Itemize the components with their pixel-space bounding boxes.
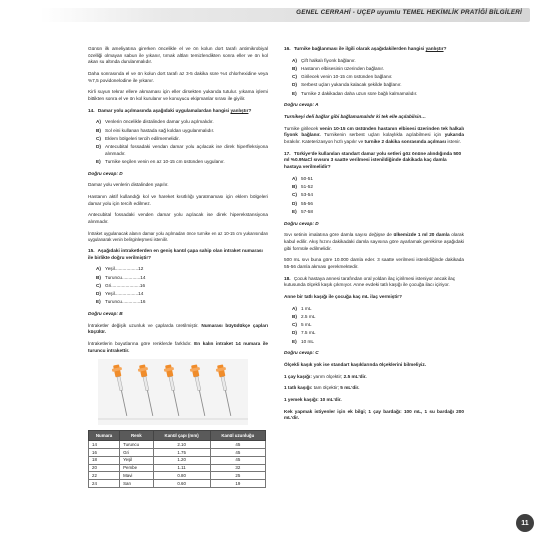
- spoon-value: 2.5 mL'dir.: [343, 373, 367, 379]
- table-cell: 16: [89, 448, 120, 456]
- intro-paragraph-3: Kirli suyun tekrar ellere akmaması için eller dirsekten yukarıda tutulur. yıkama işlemi bittikten sonra el ve ön kol kurulanır ve konuyucu ekipmanlar sırası ile giyilir.: [88, 89, 268, 102]
- table-header: Kanül uzunluğu: [210, 431, 265, 440]
- question-15-options: [96, 266, 268, 306]
- option-letter: B): [292, 184, 297, 190]
- explanation-paragraph: 500 mL sıvı buna göre 10.000 damla eder. 3 saatte verilmesi istenildiğinde dakikada 55-56 damla akması gerekmektedir.: [284, 257, 464, 269]
- intraket-table: [88, 430, 266, 488]
- table-row: [89, 448, 266, 456]
- question-14: [88, 108, 268, 115]
- table-cell: 24: [89, 480, 120, 488]
- question-15: [88, 248, 268, 261]
- question-text: Aşağıdaki intraketlerden en geniş kanül çapa sahip olan intraket numarası ile birlikte doğru verilmiştir?: [88, 248, 263, 260]
- option-text: Turnike seçilen venin en az 10-15 cm üstünden uygulanır.: [105, 159, 225, 165]
- explanation-text: Turnike girilecek: [284, 125, 320, 131]
- explanation-text: olarak kabul edilir. Akış hızını dakikadaki damla sayısına göre ayarlamak gerekirse aşağıdaki gibi formüle edilmelidir.: [284, 232, 464, 251]
- explanation-bold: En kalın intraket 14 numara ile turuncu intrakettir.: [88, 341, 268, 353]
- option-letter: A): [292, 175, 297, 181]
- option-text: 55-56: [301, 200, 313, 206]
- option-text: 57-58: [301, 208, 313, 214]
- spoon-text: yarım ölçektir;: [311, 373, 344, 379]
- option-letter: A): [292, 57, 297, 63]
- question-number: 18.: [284, 275, 291, 281]
- explanation-bold: Numarası büyüdükçe çapları küçülür.: [88, 322, 268, 335]
- table-cell: 18: [89, 456, 120, 464]
- option-item: [292, 74, 464, 81]
- table-header: Kanül çapı (mm): [153, 431, 210, 440]
- option-item: [292, 184, 464, 191]
- option-letter: B): [292, 313, 297, 319]
- table-cell: 14: [89, 440, 120, 448]
- option-text: Sol eini kullanan hastada sağ koldan uygulanmalıdır.: [105, 127, 215, 133]
- explanation-paragraph: [88, 341, 268, 354]
- option-item: [96, 136, 268, 143]
- option-text: 53-54: [301, 192, 313, 198]
- option-item: [292, 91, 464, 98]
- spoon-line-3: 1 yemek kaşığı: 10 mL'dir.: [284, 396, 342, 402]
- spoon-text: tam ölçektir;: [312, 385, 341, 391]
- option-text: Turuncu..............16: [105, 299, 146, 305]
- option-text: 5 mL: [301, 322, 312, 328]
- spoon-value: 5 mL'dir.: [340, 385, 360, 391]
- question-text: Damar yolu açılmasında aşağıdaki uygulamalardan hangisi: [97, 107, 231, 113]
- question-text: Türkiye'de kullanılan standart damar yolu setleri göz önüne alındığında 500 ml %0.9NaCl sıvısını 3 saatte verilmesi istenildiğinde dakikada kaç damla hastaya verilmelidir?: [284, 150, 462, 170]
- option-text: Venlerin öncelikle distalinden damar yolu açılmalıdır.: [105, 119, 214, 125]
- table-cell: 0.80: [153, 472, 210, 480]
- option-item: [292, 322, 464, 329]
- table-cell: 45: [210, 456, 265, 464]
- option-letter: D): [292, 330, 297, 336]
- header-title: GENEL CERRAHİ - UÇEP uyumlu TEMEL HEKİMLİK PRATİĞİ BİLGİLERİ: [296, 9, 522, 16]
- option-text: Turuncu..............14: [105, 274, 146, 280]
- question-mark: ?: [248, 107, 252, 113]
- table-cell: Mavi: [120, 472, 153, 480]
- spoon-line-1: [284, 374, 464, 381]
- option-item: [96, 283, 268, 290]
- option-text: Gri......................16: [105, 282, 146, 288]
- option-letter: C): [96, 282, 101, 288]
- question-emphasis: yanlıştır: [230, 107, 249, 113]
- table-cell: 45: [210, 448, 265, 456]
- question-17-options: [292, 176, 464, 216]
- option-text: 51-52: [301, 184, 313, 190]
- question-18: [284, 276, 464, 289]
- explanation-paragraph: [284, 126, 464, 146]
- table-cell: Sarı: [120, 480, 153, 488]
- option-item: [96, 144, 268, 157]
- explanation-highlight: Turnikeyi deli bağlar gibi bağlamamalıdır ki tek elle açılabilsin…: [284, 114, 426, 120]
- option-text: 50-51: [301, 175, 313, 181]
- explanation-text: İntraketler değişik uzunluk ve çaplarda üretilmiştir.: [88, 322, 202, 328]
- option-text: Yeşil..................12: [105, 266, 144, 272]
- explanation-bold: ülkemizde 1 ml 20 damla: [393, 232, 450, 238]
- table-cell: Pembe: [120, 464, 153, 472]
- option-letter: C): [292, 192, 297, 198]
- table-cell: 20: [89, 464, 120, 472]
- option-letter: D): [96, 144, 101, 150]
- explanation-bold: venin 10-15 cm üstünden hastanın elbisesi üzerinden tek halkalı fiyonk bağlanır.: [284, 125, 464, 138]
- option-letter: E): [96, 299, 101, 305]
- option-item: [96, 159, 268, 166]
- option-letter: E): [292, 90, 297, 96]
- explanation-text: Sıvı setinin imalatına göre damla sayısı değişse de: [284, 232, 394, 238]
- option-letter: B): [292, 65, 297, 71]
- left-column: [88, 46, 268, 488]
- option-item: [96, 128, 268, 135]
- table-row: [89, 464, 266, 472]
- option-text: Hastanın elbisesinin üzerinden bağlanır.: [301, 65, 385, 71]
- table-cell: Turuncu: [120, 440, 153, 448]
- intro-paragraph-2: Daha sonrasında el ve ön kolun dort tarafı az 3-5 dakika süre %4 chlorhexidine veya %7,5 povidonelodine ile yıkanır.: [88, 71, 268, 83]
- explanation-paragraph: İntraket uygulanacak alanın damar yolu açılmadan önce turnike en az 10-15 cm yukarısından uygulanarak venin belirginleşmesi istenilir.: [88, 230, 268, 242]
- option-item: [292, 209, 464, 216]
- spoon-line-2: [284, 385, 464, 392]
- option-item: [96, 299, 268, 306]
- table-cell: 22: [89, 472, 120, 480]
- option-text: Yeşil..................14: [105, 291, 144, 297]
- option-letter: E): [292, 208, 297, 214]
- table-cell: 2.10: [153, 440, 210, 448]
- option-text: 7.5 mL: [301, 330, 316, 336]
- explanation-text: İntraketlerin boyutlarına göre renklerde farklıdır.: [88, 341, 195, 347]
- question-18-prompt: Anne bir tatlı kaşığı ile çocuğa kaç mL ilaç vermiştir?: [284, 293, 402, 299]
- option-item: [292, 306, 464, 313]
- question-17: [284, 151, 464, 171]
- table-cell: 45: [210, 440, 265, 448]
- explanation-paragraph: [284, 232, 464, 252]
- option-letter: C): [292, 74, 297, 80]
- table-row: [89, 456, 266, 464]
- option-text: Antecubital fossadaki vendan damar yolu açılacak ise direk hiperfleksiyona alınmadır.: [105, 144, 268, 156]
- option-letter: D): [96, 291, 101, 297]
- question-context: Çocuk hastaya annesi tarafından oral yoldan ilaç içirilmesi isteniyor ancak ilaç kutusunda ölçekli kaşık çıkmıyor. Anne evdeki tatlı kaşığı ile çocuğa ilacı içiriyor.: [284, 275, 456, 288]
- option-letter: B): [96, 274, 101, 280]
- explanation-text: Turnikenin serbest uçları kolaylıkla açılabilmesi için: [320, 132, 445, 138]
- intro-paragraph-1: Günün ilk ameliyatına girerken öncelikle el ve ön kolun dort tarafı antimikrobiyal özelliği olmayan sabun ile yıkanır, tırnak altları temizlendikten sonra eller ve ön kol akan su altında durulanmalıdır.: [88, 46, 268, 65]
- explanation-paragraph: [88, 323, 268, 336]
- table-cell: Yeşil: [120, 456, 153, 464]
- option-letter: D): [292, 200, 297, 206]
- table-cell: 19: [210, 480, 265, 488]
- explanation-paragraph: Ölçekli kaşık yok ise standart kaşıklarında ölçeklerini bilmeliyiz.: [284, 361, 426, 367]
- question-number: 14.: [88, 107, 95, 113]
- question-number: 17.: [284, 150, 291, 156]
- explanation-paragraph: Hastanın aktif kullandığı kol ve hareket kısıtlılığı yaratmaması için eklem bölgeleri damar yolu için tercih edilmez.: [88, 194, 268, 206]
- table-header: Numara: [89, 431, 120, 440]
- right-column: [284, 46, 464, 427]
- page-header: [0, 0, 550, 24]
- spoon-label: 1 tatlı kaşığı:: [284, 385, 313, 391]
- explanation-text: istenir.: [446, 139, 461, 145]
- option-item: [292, 192, 464, 199]
- table-cell: 25: [210, 472, 265, 480]
- option-text: Girilecek venin 10-15 cm üstünden bağlanır.: [301, 74, 393, 80]
- table-row: [89, 440, 266, 448]
- option-text: Serbest uçları yukarıda kalacak şekilde bağlanır.: [301, 82, 402, 88]
- option-letter: A): [292, 305, 297, 311]
- question-number: 16.: [284, 46, 291, 51]
- option-item: [292, 58, 464, 65]
- option-item: [96, 119, 268, 126]
- table-cell: 32: [210, 464, 265, 472]
- option-text: Eklem bölgeleri tercih edilmemelidir.: [105, 135, 180, 141]
- option-letter: A): [96, 119, 101, 125]
- explanation-text: bırakılır. Kateterizasyon hızlı yapılır ve: [284, 139, 365, 145]
- answer-16: Doğru cevap: A: [284, 102, 319, 108]
- option-text: 10 mL: [301, 338, 315, 344]
- question-16-options: [292, 58, 464, 98]
- catheters-illustration: [98, 359, 248, 425]
- option-text: Turnike 2 dakikadan daha uzun süre bağlı kalmamalıdır.: [301, 90, 418, 96]
- option-item: [96, 275, 268, 282]
- explanation-bold: yukarıda: [444, 132, 464, 138]
- spoon-label: 1 çay kaşığı:: [284, 373, 312, 379]
- table-cell: 1.75: [153, 448, 210, 456]
- option-item: [292, 339, 464, 346]
- option-letter: C): [292, 322, 297, 328]
- option-item: [292, 314, 464, 321]
- spoon-line-4: Kek yapmak istiyenler için ek bilgi; 1 çay bardağı: 100 mL, 1 su bardağı 200 mL'dir.: [284, 408, 464, 421]
- table-row: [89, 480, 266, 488]
- option-letter: C): [96, 135, 101, 141]
- table-cell: Gri: [120, 448, 153, 456]
- option-item: [292, 176, 464, 183]
- explanation-bold: turnike 2 dakika sonrasında açılması: [364, 139, 447, 145]
- question-14-options: [96, 119, 268, 165]
- explanation-paragraph: Antecubital fossadaki venden damar yolu açılacak ise direk hiperekstansiyona alınmadır.: [88, 212, 268, 225]
- question-number: 15.: [88, 248, 95, 253]
- option-letter: E): [96, 159, 101, 165]
- question-emphasis: yanlıştır: [425, 46, 444, 51]
- option-letter: E): [292, 338, 297, 344]
- option-item: [292, 330, 464, 337]
- answer-18: Doğru cevap: C: [284, 350, 319, 356]
- option-letter: D): [292, 82, 297, 88]
- option-text: Çift halkalı fiyonk bağlanır.: [301, 57, 356, 63]
- explanation-paragraph: Damar yolu venlerin distalinden yapılır.: [88, 182, 169, 188]
- table-cell: 1.20: [153, 456, 210, 464]
- option-letter: B): [96, 127, 101, 133]
- table-header-row: [89, 431, 266, 440]
- page-number-badge: 11: [516, 514, 534, 532]
- question-18-options: [292, 306, 464, 346]
- answer-14: Doğru cevap: D: [88, 170, 123, 176]
- table-cell: 1.11: [153, 464, 210, 472]
- table-header: Renk: [120, 431, 153, 440]
- question-16: [284, 46, 464, 53]
- option-text: 1 mL: [301, 305, 312, 311]
- option-text: 2.5 mL: [301, 313, 316, 319]
- option-item: [96, 291, 268, 298]
- option-item: [292, 66, 464, 73]
- table-row: [89, 472, 266, 480]
- question-mark: ?: [443, 46, 447, 51]
- option-item: [292, 201, 464, 208]
- table-cell: 0.60: [153, 480, 210, 488]
- intraket-catheters-image: [98, 359, 248, 425]
- option-item: [292, 82, 464, 89]
- answer-15: Doğru cevap: B: [88, 311, 123, 317]
- question-text: Turnike bağlanması ile ilgili olarak aşağıdakilerden hangisi: [293, 46, 426, 51]
- option-letter: A): [96, 266, 101, 272]
- answer-17: Doğru cevap: D: [284, 220, 319, 226]
- option-item: [96, 266, 268, 273]
